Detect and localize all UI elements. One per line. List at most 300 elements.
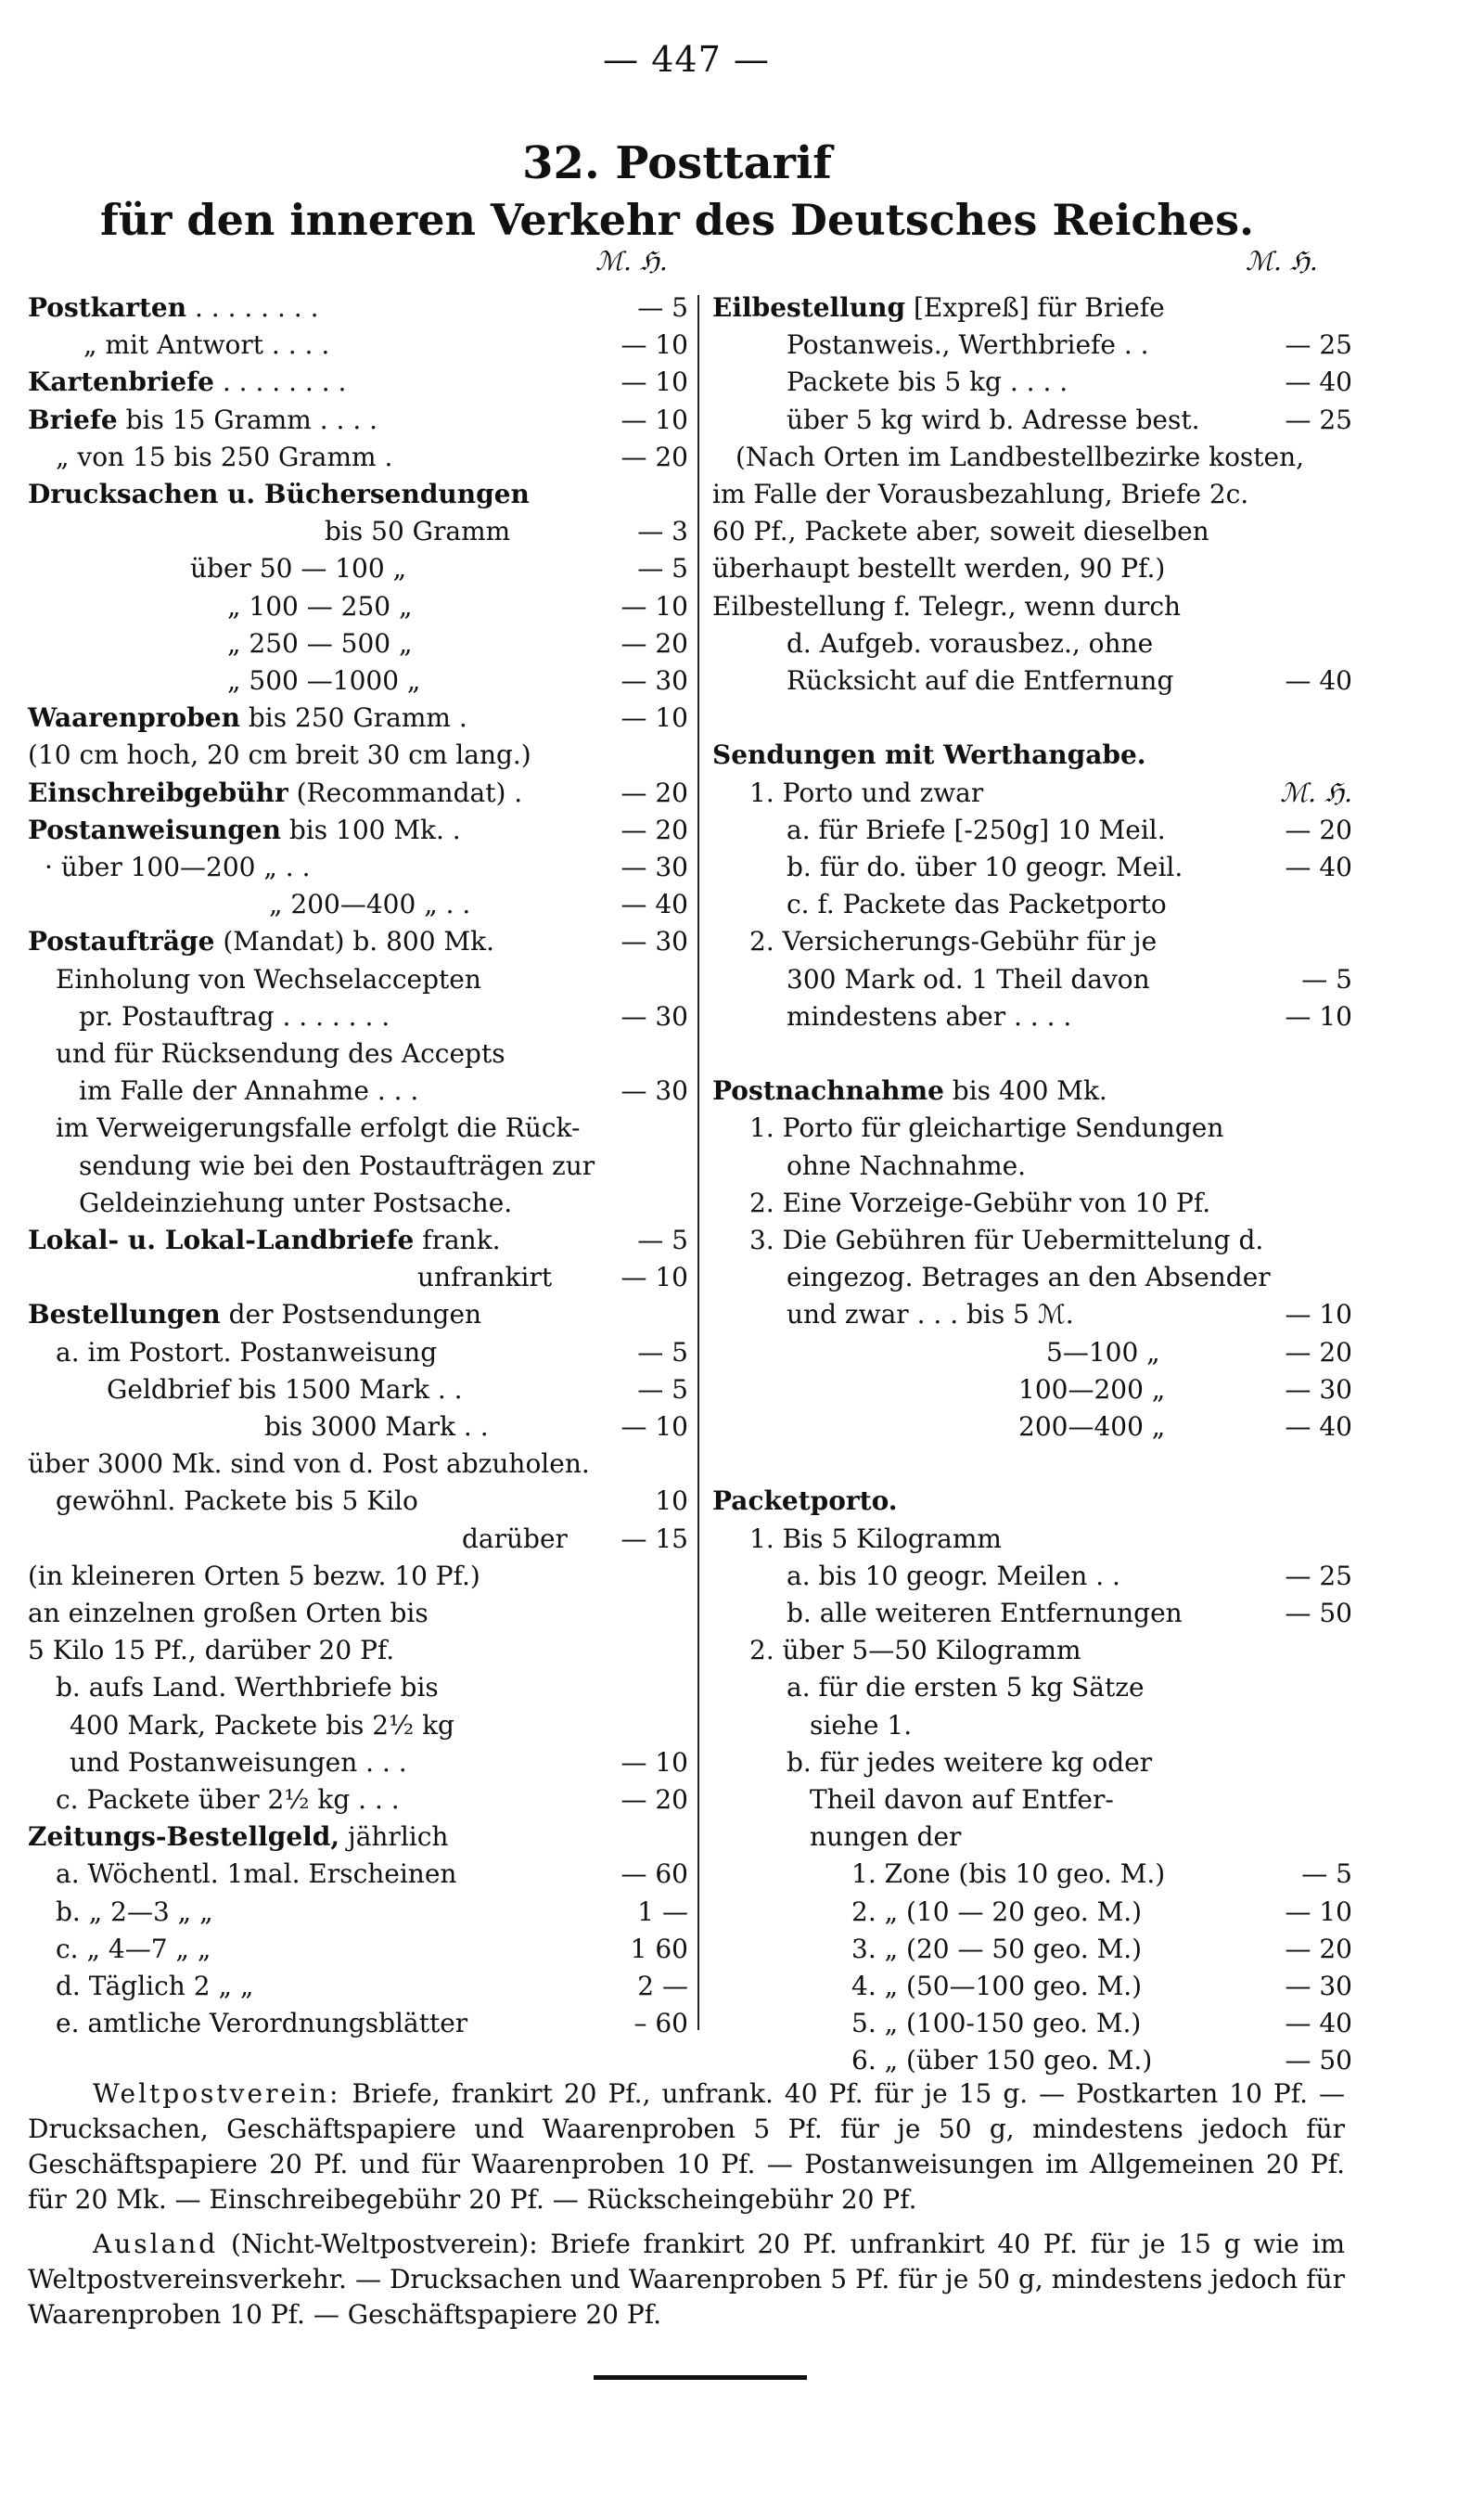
right-row-text	[787, 961, 1150, 998]
left-row-rest: an einzelnen großen Orten bis	[28, 1598, 429, 1628]
right-row-text	[712, 588, 1181, 625]
right-tariff-row	[712, 588, 1362, 625]
left-tariff-row	[28, 1968, 696, 2005]
left-tariff-row	[28, 923, 696, 960]
right-tariff-row	[712, 1894, 1362, 1931]
left-tariff-row	[28, 998, 696, 1035]
left-row-rest: a. im Postort. Postanweisung	[56, 1336, 438, 1368]
right-row-rest: b. für do. über 10 geogr. Meil.	[787, 852, 1183, 882]
right-tariff-row	[712, 1595, 1362, 1632]
left-tariff-row	[28, 1856, 696, 1893]
right-tariff-row	[712, 1371, 1362, 1408]
right-row-label: Postnachnahme	[712, 1075, 944, 1107]
right-row-rest: 2. Eine Vorzeige-Gebühr von 10 Pf.	[749, 1187, 1211, 1218]
left-row-rest: (10 cm hoch, 20 cm breit 30 cm lang.)	[28, 739, 531, 771]
right-tariff-row	[712, 1446, 1362, 1483]
right-row-amount: — 20	[1285, 1336, 1352, 1368]
right-row-mark: ℳ. ℌ.	[1280, 777, 1352, 808]
left-row-text	[28, 775, 522, 812]
left-row-label: Waarenproben	[28, 702, 240, 734]
right-row-amount: — 40	[1285, 665, 1352, 696]
left-tariff-row	[28, 550, 696, 587]
left-row-amount: — 10	[620, 404, 688, 435]
right-row-amount: — 10	[1285, 1896, 1352, 1927]
left-row-text	[56, 1856, 456, 1893]
weltpostverein-label: Weltpostverein:	[93, 2078, 341, 2109]
right-tariff-row	[712, 700, 1362, 737]
left-row-text	[83, 327, 329, 364]
right-tariff-row	[712, 998, 1362, 1035]
right-row-rest: 3. „ (20 — 50 geo. M.)	[851, 1933, 1143, 1964]
left-row-text	[56, 1968, 253, 2005]
left-row-amount: 1 —	[637, 1896, 688, 1927]
right-tariff-row	[712, 1334, 1362, 1371]
right-tariff-row	[712, 439, 1362, 476]
left-row-text	[56, 1035, 505, 1073]
left-row-rest: bis 250 Gramm .	[239, 702, 467, 734]
left-row-text	[45, 849, 311, 886]
left-tariff-row	[28, 1110, 696, 1147]
left-row-rest: über 3000 Mk. sind von d. Post abzuholen.	[28, 1448, 590, 1480]
right-row-text	[810, 1707, 912, 1744]
right-row-rest: 1. Porto für gleichartige Sendungen	[749, 1112, 1224, 1144]
left-tariff-row	[28, 1408, 696, 1446]
right-tariff-row	[712, 961, 1362, 998]
right-row-text	[851, 2005, 1141, 2042]
right-tariff-row	[712, 1296, 1362, 1333]
left-row-rest: Einholung von Wechselaccepten	[56, 963, 481, 995]
right-row-rest: 5. „ (100-150 geo. M.)	[851, 2008, 1142, 2039]
right-row-rest: a. für Briefe [-250g] 10 Meil.	[787, 814, 1166, 845]
left-row-text	[28, 923, 494, 960]
left-tariff-row	[28, 1632, 696, 1669]
left-row-amount: — 20	[620, 1784, 688, 1815]
left-row-label: Lokal- u. Lokal-Landbriefe	[28, 1225, 415, 1255]
left-tariff-row	[28, 1894, 696, 1931]
right-row-rest: mindestens aber . . . .	[787, 1000, 1072, 1032]
right-row-text	[787, 364, 1068, 401]
right-tariff-row	[712, 1073, 1362, 1110]
left-row-text	[28, 402, 377, 439]
left-row-text	[79, 1073, 418, 1110]
left-tariff-row	[28, 1707, 696, 1744]
right-tariff-row	[712, 923, 1362, 960]
right-row-rest: 100—200 „	[1018, 1373, 1166, 1405]
right-row-text	[787, 1595, 1183, 1632]
left-row-label: Einschreibgebühr	[28, 777, 288, 808]
left-row-rest: · über 100—200 „ . .	[45, 852, 311, 882]
left-row-rest: 400 Mark, Packete bis 2½ kg	[70, 1709, 454, 1741]
right-header-mark: ℳ. ℌ.	[1246, 246, 1318, 276]
left-row-amount: — 5	[637, 1336, 688, 1368]
right-tariff-row	[712, 327, 1362, 364]
right-row-rest: 4. „ (50—100 geo. M.)	[851, 1971, 1143, 2001]
left-row-rest: bis 15 Gramm . . . .	[117, 404, 378, 435]
left-row-rest: d. Täglich 2 „ „	[56, 1971, 254, 2001]
right-row-rest: b. alle weiteren Entfernungen	[787, 1598, 1183, 1628]
right-tariff-row	[712, 1856, 1362, 1893]
left-row-text	[28, 1222, 501, 1259]
right-row-rest: Postanweis., Werthbriefe . .	[787, 329, 1149, 361]
left-tariff-row	[28, 1669, 696, 1706]
right-row-text	[787, 998, 1071, 1035]
right-row-rest: 6. „ (über 150 geo. M.)	[851, 2045, 1153, 2076]
right-row-rest: 2. Versicherungs-Gebühr für je	[749, 926, 1158, 957]
right-row-text	[787, 327, 1149, 364]
left-row-amount: — 10	[620, 1746, 688, 1778]
right-row-text	[810, 1819, 961, 1856]
page-subtitle: für den inneren Verkehr des Deutsches Reiches.	[99, 195, 1255, 245]
left-tariff-row	[28, 625, 696, 662]
right-row-text	[787, 1148, 1026, 1185]
right-tariff-row	[712, 737, 1362, 774]
left-row-label: Postaufträge	[28, 926, 215, 957]
left-row-label: Kartenbriefe	[28, 366, 214, 398]
right-row-text	[787, 1669, 1145, 1706]
left-row-text	[28, 1595, 429, 1632]
right-tariff-row	[712, 1222, 1362, 1259]
left-tariff-row	[28, 327, 696, 364]
left-tariff-row	[28, 1296, 696, 1333]
right-tariff-row	[712, 849, 1362, 886]
right-tariff-row	[712, 812, 1362, 849]
right-tariff-row	[712, 1781, 1362, 1819]
left-tariff-row	[28, 1073, 696, 1110]
left-row-amount: — 20	[620, 441, 688, 472]
left-row-text	[56, 2005, 467, 2042]
right-row-amount: — 40	[1285, 1411, 1352, 1442]
right-row-text	[749, 1110, 1223, 1147]
right-row-rest: 2. „ (10 — 20 geo. M.)	[851, 1896, 1143, 1927]
right-row-text	[712, 737, 1146, 774]
right-tariff-row	[712, 550, 1362, 587]
right-row-rest: ohne Nachnahme.	[787, 1150, 1027, 1181]
right-row-amount: — 40	[1285, 366, 1352, 398]
right-tariff-row	[712, 1744, 1362, 1781]
page-title: 32. Posttarif	[522, 137, 832, 189]
left-row-rest: pr. Postauftrag . . . . . . .	[79, 1000, 390, 1032]
left-row-rest: „ mit Antwort . . . .	[83, 329, 330, 361]
left-row-rest: und Postanweisungen . . .	[70, 1746, 407, 1778]
left-row-text	[56, 1894, 213, 1931]
right-row-amount: — 30	[1285, 1373, 1352, 1405]
left-tariff-row	[28, 812, 696, 849]
right-row-rest: siehe 1.	[810, 1709, 913, 1741]
left-row-rest: sendung wie bei den Postaufträgen zur	[79, 1150, 595, 1181]
right-row-rest: d. Aufgeb. vorausbez., ohne	[787, 627, 1154, 659]
left-row-text	[79, 998, 390, 1035]
page-number: — 447 —	[603, 39, 770, 80]
right-row-rest: 2. über 5—50 Kilogramm	[749, 1635, 1081, 1666]
right-row-label: Packetporto.	[712, 1485, 898, 1517]
left-row-amount: 2 —	[637, 1971, 688, 2001]
left-tariff-row	[28, 1035, 696, 1073]
right-row-rest: (Nach Orten im Landbestellbezirke kosten,	[736, 441, 1305, 472]
left-row-rest: c. „ 4—7 „ „	[56, 1933, 211, 1964]
right-row-amount: — 25	[1285, 329, 1352, 361]
left-tariff-row	[28, 700, 696, 737]
left-row-rest: (in kleineren Orten 5 bezw. 10 Pf.)	[28, 1560, 480, 1591]
left-tariff-row	[28, 1222, 696, 1259]
right-row-rest: und zwar . . . bis 5 ℳ.	[787, 1299, 1074, 1330]
right-row-rest: Theil davon auf Entfer-	[810, 1784, 1114, 1815]
left-tariff-row	[28, 1595, 696, 1632]
left-tariff-row	[28, 849, 696, 886]
right-row-amount: — 30	[1285, 1971, 1352, 2001]
right-tariff-row	[712, 1968, 1362, 2005]
left-row-text	[70, 1707, 454, 1744]
left-row-rest: b. aufs Land. Werthbriefe bis	[56, 1672, 439, 1703]
ausland-paragraph	[28, 2227, 1345, 2333]
right-row-text	[712, 1073, 1107, 1110]
right-row-text	[787, 1744, 1152, 1781]
right-row-text	[712, 550, 1165, 587]
left-row-text	[269, 886, 470, 923]
right-row-text	[787, 1259, 1271, 1296]
left-row-rest: darüber	[462, 1523, 568, 1554]
left-row-text	[79, 1148, 595, 1185]
right-row-amount: — 10	[1285, 1000, 1352, 1032]
left-row-text	[56, 1669, 439, 1706]
left-tariff-row	[28, 513, 696, 550]
left-row-amount: — 30	[620, 1075, 688, 1107]
right-row-rest: überhaupt bestellt werden, 90 Pf.)	[712, 553, 1166, 585]
right-row-amount: — 40	[1285, 852, 1352, 882]
left-row-amount: — 3	[637, 516, 688, 547]
right-tariff-row	[712, 1707, 1362, 1744]
right-tariff-row	[712, 1035, 1362, 1073]
right-tariff-row	[712, 513, 1362, 550]
left-row-rest: bis 100 Mk. .	[280, 814, 461, 845]
right-row-text	[736, 439, 1304, 476]
left-row-text	[28, 1558, 480, 1595]
left-row-amount: — 20	[620, 777, 688, 808]
left-tariff-row	[28, 775, 696, 812]
left-row-amount: — 10	[620, 590, 688, 622]
left-row-label: Bestellungen	[28, 1299, 221, 1330]
right-tariff-row	[712, 1521, 1362, 1558]
right-tariff-row	[712, 1819, 1362, 1856]
left-row-text	[28, 476, 530, 513]
left-row-rest: jährlich	[339, 1821, 449, 1853]
left-row-amount: — 5	[637, 292, 688, 323]
right-row-text	[787, 1296, 1074, 1333]
right-row-amount: — 50	[1285, 1598, 1352, 1628]
left-row-text	[28, 364, 346, 401]
left-row-text	[107, 1371, 463, 1408]
left-row-rest: „ 500 —1000 „	[227, 665, 421, 696]
left-row-rest: „ 250 — 500 „	[227, 627, 413, 659]
right-row-rest: nungen der	[810, 1821, 962, 1853]
right-row-rest: bis 400 Mk.	[943, 1075, 1107, 1107]
left-row-amount: — 10	[620, 329, 688, 361]
left-row-text	[28, 1819, 448, 1856]
right-tariff-row	[712, 1259, 1362, 1296]
left-row-label: Postanweisungen	[28, 814, 281, 845]
right-row-text	[749, 1632, 1081, 1669]
right-tariff-row	[712, 1483, 1362, 1520]
right-row-text	[851, 2042, 1152, 2079]
right-tariff-row	[712, 775, 1362, 812]
right-row-label: Eilbestellung	[712, 292, 906, 323]
left-row-rest: b. „ 2—3 „ „	[56, 1896, 213, 1927]
left-row-rest: (Mandat) b. 800 Mk.	[214, 926, 494, 957]
right-tariff-row	[712, 1185, 1362, 1222]
left-tariff-row	[28, 289, 696, 327]
right-row-text	[787, 402, 1200, 439]
right-tariff-row	[712, 886, 1362, 923]
right-row-rest: a. für die ersten 5 kg Sätze	[787, 1672, 1145, 1703]
left-row-text	[56, 961, 481, 998]
right-row-rest: über 5 kg wird b. Adresse best.	[787, 404, 1200, 435]
left-row-rest: im Verweigerungsfalle erfolgt die Rück-	[56, 1112, 581, 1144]
left-row-rest: bis 3000 Mark . .	[264, 1411, 489, 1442]
left-row-amount: — 20	[620, 814, 688, 845]
right-tariff-row	[712, 364, 1362, 401]
right-row-text	[749, 1222, 1263, 1259]
right-row-text	[749, 775, 983, 812]
left-tariff-row	[28, 1558, 696, 1595]
left-row-rest: „ 200—400 „ . .	[269, 889, 471, 920]
left-tariff-row	[28, 1334, 696, 1371]
right-row-text	[787, 625, 1153, 662]
right-row-text	[712, 1483, 898, 1520]
left-row-rest: (Recommandat) .	[288, 777, 523, 808]
right-tariff-row	[712, 662, 1362, 700]
right-tariff-row	[712, 1558, 1362, 1595]
right-row-text	[712, 289, 1165, 327]
left-row-text	[56, 439, 392, 476]
left-row-rest: . . . . . . . .	[213, 366, 347, 398]
right-row-text	[1018, 1408, 1165, 1446]
left-tariff-row	[28, 588, 696, 625]
left-row-label: Postkarten	[28, 292, 187, 323]
right-row-text	[851, 1931, 1142, 1968]
right-row-text	[712, 476, 1248, 513]
weltpostverein-text: Briefe, frankirt 20 Pf., unfrank. 40 Pf. für je 15 g. — Postkarten 10 Pf. — Drucksachen, Geschäftspapiere und Waarenproben 5 Pf. für je 50 g, mindestens jedoch für Geschäftspapiere 20 Pf. und für Waarenproben 10 Pf. — Postanweisungen im Allgemeinen 20 Pf. für 20 Mk. — Einschreibegebühr 20 Pf. — Rückscheingebühr 20 Pf.	[28, 2078, 1345, 2215]
left-row-rest: Geldbrief bis 1500 Mark . .	[107, 1373, 463, 1405]
right-row-amount: — 5	[1301, 963, 1352, 995]
left-row-amount: – 60	[633, 2008, 688, 2039]
left-row-amount: — 40	[620, 889, 688, 920]
left-row-text	[227, 625, 413, 662]
ausland-text: (Nicht-Weltpostverein): Briefe frankirt 20 Pf. unfrankirt 40 Pf. für je 15 g wie im Weltpostvereinsverkehr. — Drucksachen und Waarenproben 5 Pf. für je 50 g, mindestens jedoch für Waarenproben 10 Pf. — Geschäftspapiere 20 Pf.	[28, 2229, 1345, 2330]
left-row-text	[227, 662, 420, 700]
left-row-rest: über 50 — 100 „	[190, 553, 407, 585]
left-tariff-row	[28, 1744, 696, 1781]
left-row-text	[70, 1744, 407, 1781]
left-row-amount: — 10	[620, 1411, 688, 1442]
right-row-amount: — 40	[1285, 2008, 1352, 2039]
left-tariff-row	[28, 1931, 696, 1968]
left-row-amount: 1 60	[630, 1933, 688, 1964]
left-row-amount: — 30	[620, 665, 688, 696]
left-row-text	[325, 513, 510, 550]
left-row-amount: — 10	[620, 1262, 688, 1293]
right-row-rest: 5—100 „	[1046, 1336, 1160, 1368]
right-row-text	[1018, 1371, 1165, 1408]
right-row-amount: — 25	[1285, 404, 1352, 435]
right-row-rest: 200—400 „	[1018, 1411, 1166, 1442]
right-row-amount: — 10	[1285, 1299, 1352, 1330]
left-tariff-row	[28, 476, 696, 513]
right-tariff-row	[712, 1148, 1362, 1185]
right-row-rest: 1. Zone (bis 10 geo. M.)	[851, 1858, 1166, 1890]
left-row-amount: — 5	[637, 553, 688, 585]
right-row-amount: — 50	[1285, 2045, 1352, 2076]
left-row-amount: — 10	[620, 366, 688, 398]
left-row-rest: unfrankirt	[417, 1262, 553, 1293]
left-row-amount: — 60	[620, 1858, 688, 1890]
left-row-text	[56, 1334, 437, 1371]
left-row-rest: der Postsendungen	[220, 1299, 482, 1330]
right-row-text	[1046, 1334, 1160, 1371]
left-tariff-row	[28, 1781, 696, 1819]
right-tariff-row	[712, 1931, 1362, 1968]
right-row-rest: c. f. Packete das Packetporto	[787, 889, 1167, 920]
left-row-amount: — 5	[637, 1373, 688, 1405]
left-tariff-row	[28, 1446, 696, 1483]
left-row-amount: — 5	[637, 1225, 688, 1255]
left-header-mark: ℳ. ℌ.	[595, 246, 668, 276]
left-row-rest: 5 Kilo 15 Pf., darüber 20 Pf.	[28, 1635, 395, 1666]
left-row-text	[417, 1259, 552, 1296]
left-row-text	[56, 1483, 418, 1520]
right-tariff-row	[712, 476, 1362, 513]
right-row-rest: Packete bis 5 kg . . . .	[787, 366, 1068, 398]
left-row-rest: a. Wöchentl. 1mal. Erscheinen	[56, 1858, 457, 1890]
right-row-text	[787, 662, 1173, 700]
right-row-rest: eingezog. Betrages an den Absender	[787, 1262, 1271, 1293]
right-row-text	[749, 1185, 1210, 1222]
left-row-label: Drucksachen u. Büchersendungen	[28, 479, 530, 509]
left-row-text	[28, 737, 531, 774]
left-row-rest: e. amtliche Verordnungsblätter	[56, 2008, 468, 2039]
right-row-rest: Rücksicht auf die Entfernung	[787, 665, 1174, 696]
right-row-text	[749, 923, 1157, 960]
left-row-rest: gewöhnl. Packete bis 5 Kilo	[56, 1485, 418, 1517]
left-row-rest: im Falle der Annahme . . .	[79, 1075, 419, 1107]
left-tariff-row	[28, 2005, 696, 2042]
left-tariff-row	[28, 662, 696, 700]
left-row-text	[28, 700, 467, 737]
left-row-text	[56, 1931, 211, 1968]
weltpostverein-paragraph	[28, 2076, 1345, 2217]
right-row-text	[787, 886, 1167, 923]
right-row-text	[851, 1968, 1142, 2005]
left-tariff-row	[28, 1819, 696, 1856]
right-tariff-row	[712, 1408, 1362, 1446]
left-row-rest: bis 50 Gramm	[325, 516, 511, 547]
right-row-rest: Eilbestellung f. Telegr., wenn durch	[712, 590, 1182, 622]
left-row-rest: und für Rücksendung des Accepts	[56, 1038, 505, 1069]
right-row-rest: 1. Porto und zwar	[749, 777, 984, 808]
left-row-text	[28, 289, 318, 327]
end-rule	[594, 2375, 807, 2380]
right-row-amount: — 20	[1285, 814, 1352, 845]
left-tariff-row	[28, 737, 696, 774]
left-tariff-row	[28, 364, 696, 401]
right-tariff-row	[712, 1110, 1362, 1147]
left-tariff-row	[28, 886, 696, 923]
left-row-text	[28, 1296, 481, 1333]
left-tariff-row	[28, 1259, 696, 1296]
right-row-text	[787, 1558, 1120, 1595]
left-row-text	[79, 1185, 512, 1222]
left-row-text	[227, 588, 413, 625]
left-tariff-row	[28, 402, 696, 439]
left-row-amount: — 15	[620, 1523, 688, 1554]
